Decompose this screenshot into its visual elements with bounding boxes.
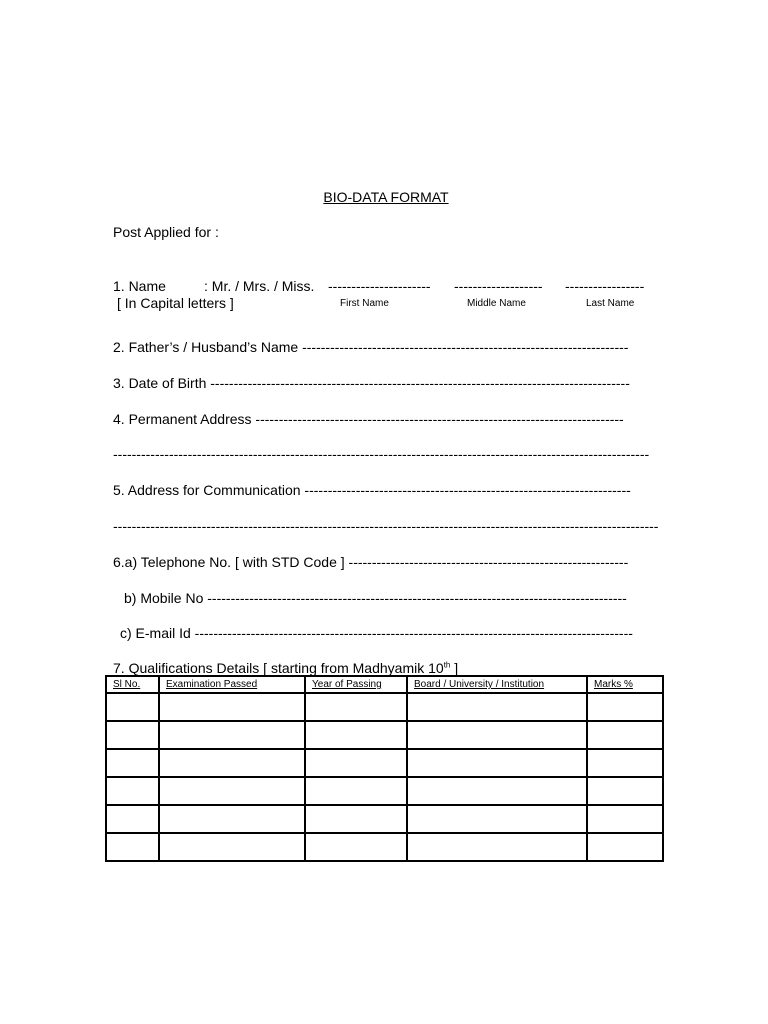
qualifications-superscript: th [443, 660, 451, 670]
salutation-options: : Mr. / Mrs. / Miss. [204, 278, 315, 294]
first-name-field: ---------------------- [328, 278, 431, 294]
date-of-birth-line: 3. Date of Birth ------------------------------------------------------------------------------------------ [113, 375, 630, 391]
qualifications-table [105, 675, 662, 862]
middle-name-field: ------------------- [454, 278, 543, 294]
table-cell[interactable] [159, 805, 305, 833]
qualifications-end: ] [450, 660, 459, 676]
table-cell[interactable] [305, 777, 407, 805]
table-cell[interactable] [407, 805, 587, 833]
table-cell[interactable] [407, 749, 587, 777]
page-title: BIO-DATA FORMAT [323, 189, 449, 205]
table-row [106, 749, 663, 777]
table-cell[interactable] [407, 833, 587, 861]
table-cell[interactable] [106, 721, 159, 749]
telephone-line: 6.a) Telephone No. [ with STD Code ] ------------------------------------------------------------ [113, 554, 629, 570]
table-cell[interactable] [407, 693, 587, 721]
table-cell[interactable] [305, 833, 407, 861]
table-cell[interactable] [106, 805, 159, 833]
table-cell[interactable] [305, 721, 407, 749]
last-name-field: ----------------- [565, 278, 645, 294]
table-cell[interactable] [587, 777, 663, 805]
post-applied-label: Post Applied for : [113, 224, 219, 240]
header-sl-no: Sl No. [106, 676, 159, 693]
table-row [106, 777, 663, 805]
table-cell[interactable] [106, 749, 159, 777]
table-cell[interactable] [305, 693, 407, 721]
qualifications-label: 7. Qualifications Details [ starting from Madhyamik 10 [113, 660, 444, 676]
table-cell[interactable] [407, 721, 587, 749]
header-marks: Marks % [587, 676, 663, 693]
table-cell[interactable] [106, 833, 159, 861]
table-cell[interactable] [159, 833, 305, 861]
table-cell[interactable] [159, 777, 305, 805]
table-header-row [106, 676, 663, 693]
header-board-university: Board / University / Institution [407, 676, 587, 693]
middle-name-caption: Middle Name [467, 298, 526, 309]
table-cell[interactable] [159, 749, 305, 777]
permanent-address-continuation: ------------------------------------------------------------------------------------------------------------------- [113, 446, 650, 462]
first-name-caption: First Name [340, 298, 389, 309]
header-examination-passed: Examination Passed [159, 676, 305, 693]
table-cell[interactable] [106, 777, 159, 805]
communication-address-line: 5. Address for Communication ---------------------------------------------------------------------- [113, 482, 631, 498]
qualifications-heading [113, 660, 458, 676]
header-year-of-passing: Year of Passing [305, 676, 407, 693]
last-name-caption: Last Name [586, 298, 635, 309]
table-cell[interactable] [587, 805, 663, 833]
father-husband-name-line: 2. Father’s / Husband’s Name ---------------------------------------------------------------------- [113, 339, 629, 355]
table-cell[interactable] [587, 721, 663, 749]
capital-letters-note: [ In Capital letters ] [117, 295, 234, 311]
table-cell[interactable] [587, 833, 663, 861]
table-row [106, 805, 663, 833]
table-cell[interactable] [305, 749, 407, 777]
table-row [106, 721, 663, 749]
table-cell[interactable] [159, 693, 305, 721]
name-label: 1. Name [113, 278, 166, 294]
permanent-address-line: 4. Permanent Address ------------------------------------------------------------------------------- [113, 411, 624, 427]
table-cell[interactable] [407, 777, 587, 805]
table-cell[interactable] [587, 693, 663, 721]
table-cell[interactable] [587, 749, 663, 777]
table-row [106, 693, 663, 721]
communication-address-continuation: --------------------------------------------------------------------------------------------------------------------- [113, 518, 659, 534]
mobile-line: b) Mobile No ------------------------------------------------------------------------------------------ [124, 590, 627, 606]
table-row [106, 833, 663, 861]
table-cell[interactable] [305, 805, 407, 833]
table-cell[interactable] [106, 693, 159, 721]
email-line: c) E-mail Id ---------------------------------------------------------------------------------------------- [120, 625, 633, 641]
table-cell[interactable] [159, 721, 305, 749]
